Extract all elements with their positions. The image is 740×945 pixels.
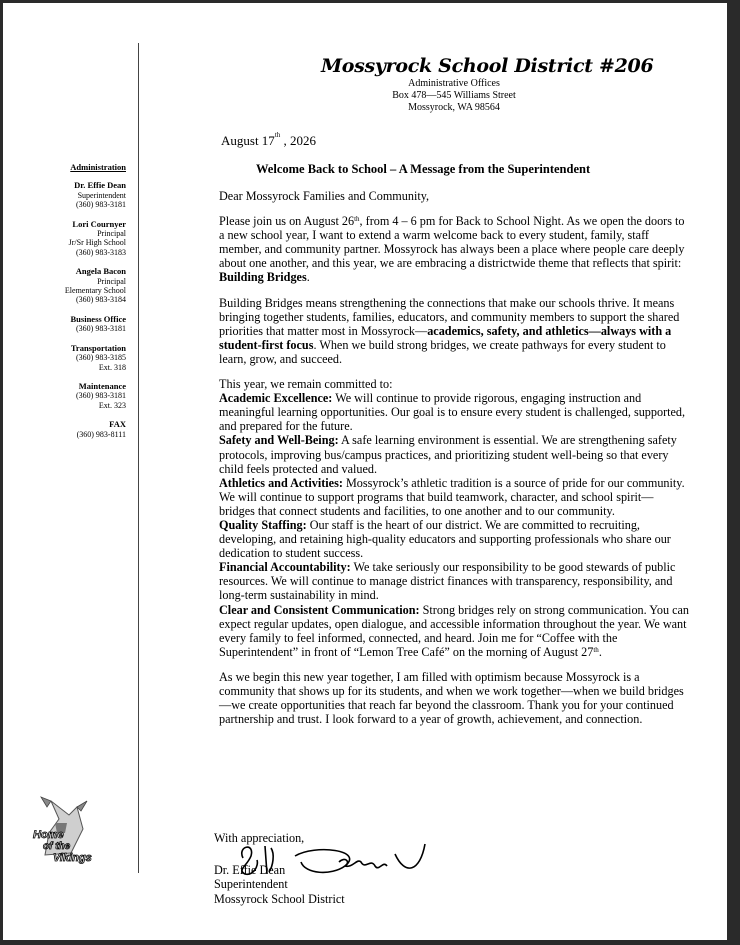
address-line: Box 478—545 Williams Street	[392, 90, 516, 101]
sidebar-contact	[6, 220, 126, 258]
letterhead	[321, 55, 654, 114]
salutation: Dear Mossyrock Families and Community,	[219, 189, 430, 203]
logo-text: of the	[43, 841, 71, 852]
contact-name: Lori Cournyer	[72, 218, 126, 229]
contact-line: (360) 983-3181	[76, 324, 126, 334]
letter-subject: Welcome Back to School – A Message from the Superintendent	[256, 162, 591, 176]
contact-name: Angela Bacon	[75, 266, 126, 277]
sidebar-contact	[6, 382, 126, 410]
sidebar-contact	[6, 315, 126, 334]
commitment-item: Clear and Consistent Communication: Strong bridges rely on strong communication. You can expect regular updates, open dialogue, and accessible information throughout the year. We want every family to feel informed, connected, and heard. Join me for “Coffee with the Superintendent” in front of “Lemon Tree Café” on the morning of August 27th.	[219, 602, 689, 659]
administration-sidebar	[6, 163, 126, 449]
letter-page	[3, 3, 727, 940]
signer-title: Superintendent	[214, 877, 288, 892]
closing-paragraph: As we begin this new year together, I am filled with optimism because Mossyrock is a community that shows up for its students, and when we work together—when we build bridges—we create opportunities that reach far beyond the classroom. Thank you for your continued partnership and trust. I look forward to a year of growth, achievement, and connection.	[219, 669, 684, 727]
signature-block	[214, 831, 345, 906]
sidebar-contact	[6, 267, 126, 305]
address-line: Administrative Offices	[408, 78, 500, 89]
contact-line: (360) 983-3185	[76, 353, 126, 363]
contact-name: Business Office	[70, 313, 126, 324]
contact-line: Jr/Sr High School	[68, 238, 126, 248]
district-address	[321, 78, 581, 114]
contact-line: (360) 983-3181	[76, 200, 126, 210]
contact-name: Transportation	[70, 342, 126, 353]
contact-line: (360) 983-3184	[76, 295, 126, 305]
paragraph: Please join us on August 26th, from 4 – 6 pm for Back to School Night. As we open the doors to a new school year, I want to extend a warm welcome back to every student, family, staff member, and community partner. Mossyrock has always been a place where people care deeply about one another, and this year, we are embracing a districtwide theme that reflects that spirit: Building Bridges.	[219, 214, 685, 285]
contact-name: Dr. Effie Dean	[74, 180, 126, 191]
commitment-item: Athletics and Activities: Mossyrock’s athletic tradition is a source of pride for our community. We will continue to support programs that build teamwork, character, and school spirit—bridges that connect students and facilities, to one another and to our community.	[219, 475, 685, 518]
contact-line: Superintendent	[77, 190, 126, 200]
contact-line: (360) 983-3183	[76, 247, 126, 257]
logo-text: Home	[33, 829, 64, 841]
address-line: Mossyrock, WA 98564	[408, 102, 500, 113]
paragraph: Building Bridges means strengthening the connections that make our schools thrive. It means bringing together students, families, educators, and community members to support the shared priorities that matter most in Mossyrock—academics, safety, and athletics—always with a student-first focus. When we build strong bridges, we create pathways for every student to learn, grow, and succeed.	[219, 295, 680, 366]
commitment-item: Quality Staffing: Our staff is the heart of our district. We are committed to recruiting, developing, and retaining high-quality educators and supporting professionals who share our dedication to student success.	[219, 517, 671, 561]
signer-org: Mossyrock School District	[214, 891, 345, 906]
commit-intro: This year, we remain committed to:	[219, 377, 393, 392]
contact-line: Principal	[97, 276, 126, 286]
district-title: Mossyrock School District #206	[321, 55, 654, 77]
logo-text: Vikings	[53, 852, 92, 864]
signer-name: Dr. Effie Dean	[214, 863, 286, 878]
contact-name: Maintenance	[78, 380, 126, 391]
letter-date: August 17th , 2026	[221, 131, 317, 148]
sidebar-heading: Administration	[70, 162, 126, 172]
contact-line: Ext. 318	[98, 362, 126, 372]
letter-body	[219, 189, 689, 737]
contact-line: (360) 983-8111	[76, 429, 126, 439]
signature-closing: With appreciation,	[214, 831, 305, 845]
contact-line: Ext. 323	[98, 400, 126, 410]
commitment-item: Academic Excellence: We will continue to provide rigorous, engaging instruction and meaningful learning opportunities. Our goal is to ensure every student is challenged, supported, and prepared for the future.	[219, 391, 686, 434]
sidebar-contact	[6, 181, 126, 209]
sidebar-contact	[6, 420, 126, 439]
contact-line: Principal	[97, 229, 126, 239]
commitment-item: Safety and Well-Being: A safe learning environment is essential. We are strengthening safety protocols, improving bus/campus practices, and prioritizing student well-being so that every child feels protected and valued.	[219, 433, 677, 476]
contact-line: (360) 983-3181	[76, 391, 126, 401]
commitments-list	[219, 377, 689, 659]
contact-name: FAX	[109, 419, 126, 430]
sidebar-contact	[6, 344, 126, 372]
contact-line: Elementary School	[64, 286, 126, 296]
commitment-item: Financial Accountability: We take seriously our responsibility to be good stewards of public resources. We will continue to manage district finances with transparency, responsibility, and long-term sustainability in mind.	[219, 560, 676, 603]
sidebar-divider	[138, 43, 139, 873]
vikings-logo	[31, 793, 121, 873]
